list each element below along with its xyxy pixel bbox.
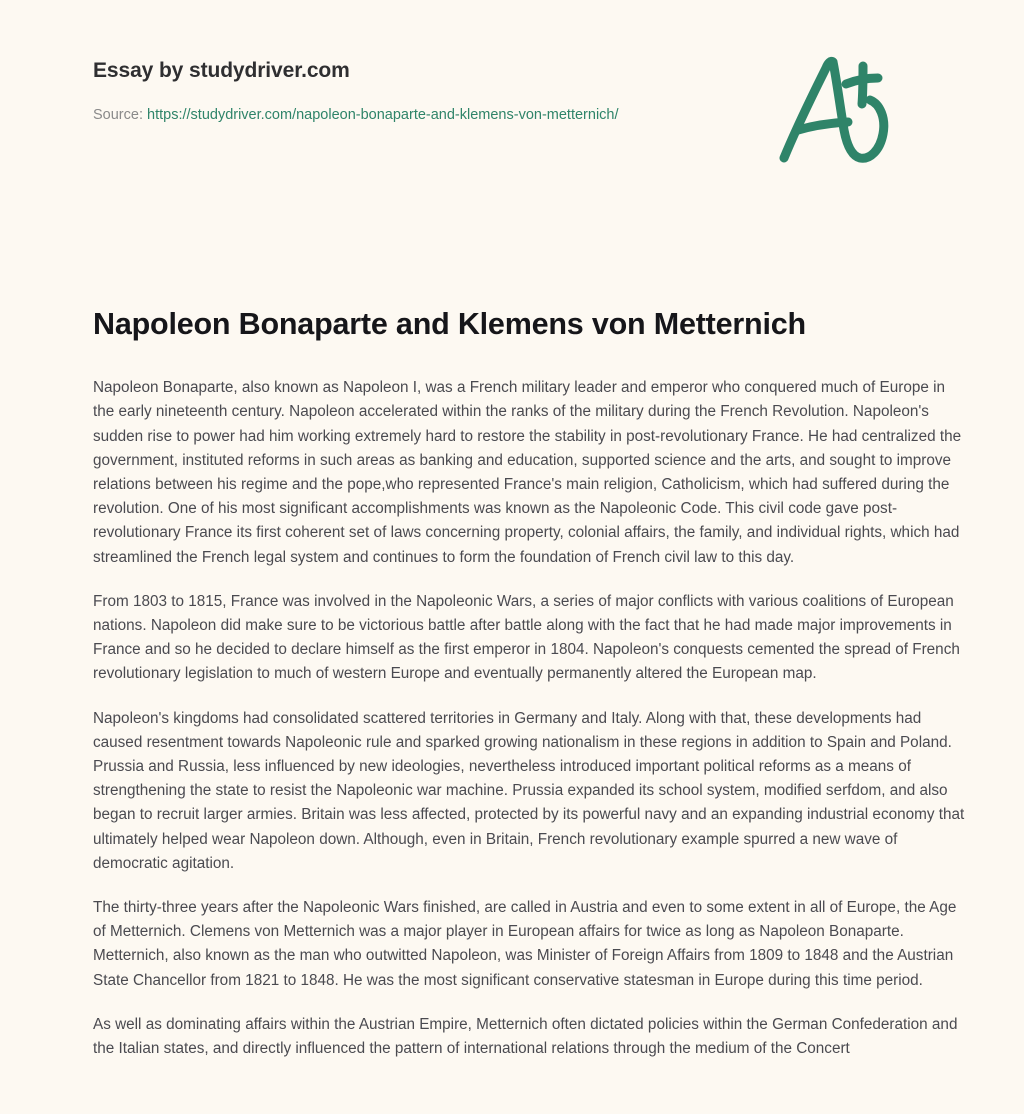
paragraph: Napoleon's kingdoms had consolidated scattered territories in Germany and Italy. Along with that, these developments had caused resentment towards Napoleonic rule and sparked growing nationalism in these regions in addition to Spain and Poland. Prussia and Russia, less influenced by new ideologies, nevertheless introduced important political reforms as a means of strengthening the state to resist the Napoleonic war machine. Prussia expanded its school system, modified serfdom, and also began to recruit larger armies. Britain was less affected, protected by its powerful navy and an expanding industrial economy that ultimately helped wear Napoleon down. Although, even in Britain, French revolutionary example spurred a new wave of democratic agitation. bbox=[93, 709, 965, 872]
essay-body bbox=[93, 376, 965, 1061]
paragraph: As well as dominating affairs within the Austrian Empire, Metternich often dictated policies within the German Confederation and the Italian states, and directly influenced the pattern of international relations through the medium of the Concert bbox=[93, 1015, 958, 1057]
source-url-link[interactable]: https://studydriver.com/napoleon-bonaparte-and-klemens-von-metternich/ bbox=[147, 107, 619, 124]
paragraph: From 1803 to 1815, France was involved in the Napoleonic Wars, a series of major conflicts with various coalitions of European nations. Napoleon did make sure to be victorious battle after battle along with the fact that he had made major improvements in France and so he decided to declare himself as the first emperor in 1804. Napoleon's conquests cemented the spread of French revolutionary legislation to much of western Europe and eventually permanently altered the European map. bbox=[93, 592, 960, 683]
byline: Essay by studydriver.com bbox=[93, 59, 350, 82]
paragraph: Napoleon Bonaparte, also known as Napoleon I, was a French military leader and emperor who conquered much of Europe in the early nineteenth century. Napoleon accelerated within the ranks of the military during the French Revolution. Napoleon's sudden rise to power had him working extremely hard to restore the stability in post-revolutionary France. He had centralized the government, instituted reforms in such areas as banking and education, supported science and the arts, and sought to improve relations between his regime and the pope,who represented France's main religion, Catholicism, which had suffered during the revolution. One of his most significant accomplishments was known as the Napoleonic Code. This civil code gave post-revolutionary France its first coherent set of laws concerning property, colonial affairs, the family, and individual rights, which had streamlined the French legal system and continues to form the foundation of French civil law to this day. bbox=[93, 379, 962, 566]
source-label: Source: bbox=[93, 107, 143, 124]
source-line bbox=[93, 105, 793, 126]
page-title: Napoleon Bonaparte and Klemens von Metternich bbox=[93, 307, 806, 341]
a-plus-grade-logo-icon[interactable] bbox=[768, 46, 896, 170]
paragraph: The thirty-three years after the Napoleonic Wars finished, are called in Austria and even to some extent in all of Europe, the Age of Metternich. Clemens von Metternich was a major player in European affairs for twice as long as Napoleon Bonaparte. Metternich, also known as the man who outwitted Napoleon, was Minister of Foreign Affairs from 1809 to 1848 and the Austrian State Chancellor from 1821 to 1848. He was the most significant conservative statesman in Europe during this time period. bbox=[93, 898, 957, 989]
page-header bbox=[64, 0, 960, 188]
